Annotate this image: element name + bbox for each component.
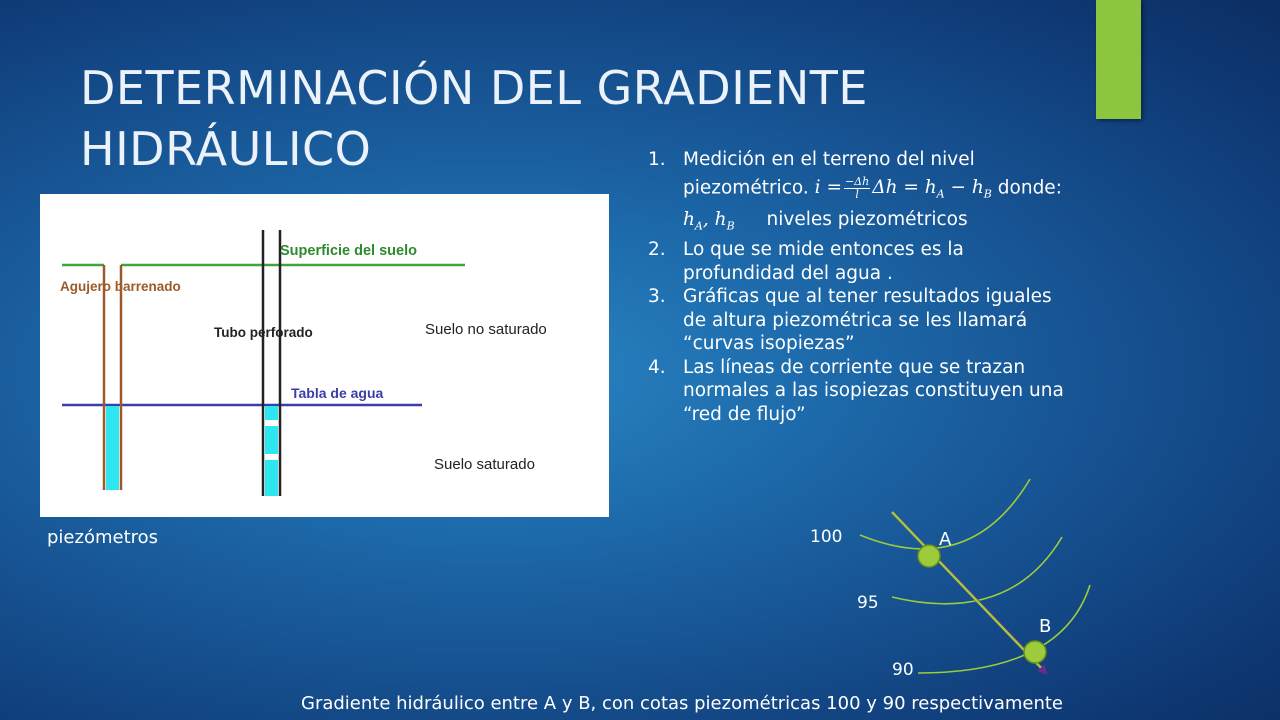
formula-i: i = xyxy=(814,177,842,198)
step-1 xyxy=(648,148,1168,238)
step-1-line-1: Medición en el terreno del nivel xyxy=(683,149,975,170)
tube-water-3 xyxy=(265,460,278,496)
point-b-label: B xyxy=(1039,616,1052,637)
label-unsaturated: Suelo no saturado xyxy=(425,321,547,338)
formula-hb: , h xyxy=(702,209,727,231)
isopieza-label-95: 95 xyxy=(857,593,879,613)
step-number: 4. xyxy=(648,356,666,378)
formula-levels xyxy=(683,209,735,233)
borehole-water xyxy=(106,406,119,490)
diagram-caption: piezómetros xyxy=(47,527,159,548)
step-number: 1. xyxy=(648,149,666,170)
point-b-marker xyxy=(1024,641,1046,663)
formula-ha: h xyxy=(683,209,695,231)
tube-water-2 xyxy=(265,426,278,454)
formula-minus: − h xyxy=(944,177,984,198)
step-3-line-1: Gráficas que al tener resultados iguales xyxy=(683,286,1052,308)
formula-sub-b: B xyxy=(983,187,992,201)
tube-water-1 xyxy=(265,406,278,420)
flow-line xyxy=(892,512,1045,672)
formula-hb-sub: B xyxy=(726,219,735,233)
fraction-numerator: −Δh xyxy=(844,174,870,188)
step-2-line-2: profundidad del agua . xyxy=(683,262,893,284)
flow-net-diagram xyxy=(800,475,1200,685)
step-2 xyxy=(648,238,1168,285)
step-4 xyxy=(648,356,1168,427)
label-tube: Tubo perforado xyxy=(214,325,313,340)
step-4-line-2: normales a las isopiezas constituyen una xyxy=(683,380,1064,402)
label-water-table: Tabla de agua xyxy=(291,385,384,401)
step-1-line-3-text: niveles piezométricos xyxy=(766,209,968,231)
point-a-marker xyxy=(918,545,940,567)
formula-ha-sub: A xyxy=(694,219,703,233)
step-number: 3. xyxy=(648,286,666,308)
label-borehole: Agujero barrenado xyxy=(60,279,181,294)
steps-list xyxy=(648,148,1168,426)
formula-gradient xyxy=(814,174,992,201)
title-line-2: HIDRÁULICO xyxy=(80,122,372,176)
formula-fraction xyxy=(844,176,870,201)
formula-delta: Δh = h xyxy=(872,177,937,198)
step-1-text: piezométrico. xyxy=(683,177,809,198)
step-1-line-3 xyxy=(683,208,1168,238)
step-1-donde: donde: xyxy=(997,177,1062,198)
step-3-line-3: “curvas isopiezas” xyxy=(683,333,855,355)
step-3 xyxy=(648,285,1168,356)
step-4-line-3: “red de flujo” xyxy=(683,403,806,425)
fraction-denominator: l xyxy=(855,187,859,201)
formula-sub-a: A xyxy=(936,187,945,201)
piezometer-diagram-svg xyxy=(40,194,609,517)
isopieza-label-100: 100 xyxy=(810,527,843,547)
label-surface: Superficie del suelo xyxy=(280,243,417,259)
accent-bar xyxy=(1096,0,1141,119)
step-3-line-2: de altura piezométrica se les llamará xyxy=(683,309,1028,331)
step-number: 2. xyxy=(648,239,666,261)
piezometer-diagram xyxy=(40,194,609,517)
isopieza-label-90: 90 xyxy=(892,660,914,680)
title-line-1: DETERMINACIÓN DEL GRADIENTE xyxy=(80,61,868,115)
step-4-line-1: Las líneas de corriente que se trazan xyxy=(683,356,1026,378)
point-a-label: A xyxy=(939,529,952,550)
label-saturated: Suelo saturado xyxy=(434,456,535,473)
footer-caption: Gradiente hidráulico entre A y B, con cotas piezométricas 100 y 90 respectivamente xyxy=(301,693,1064,714)
step-2-line-1: Lo que se mide entonces es la xyxy=(683,239,964,261)
isopieza-curve-95 xyxy=(892,537,1062,604)
step-1-line-2 xyxy=(683,176,1168,207)
